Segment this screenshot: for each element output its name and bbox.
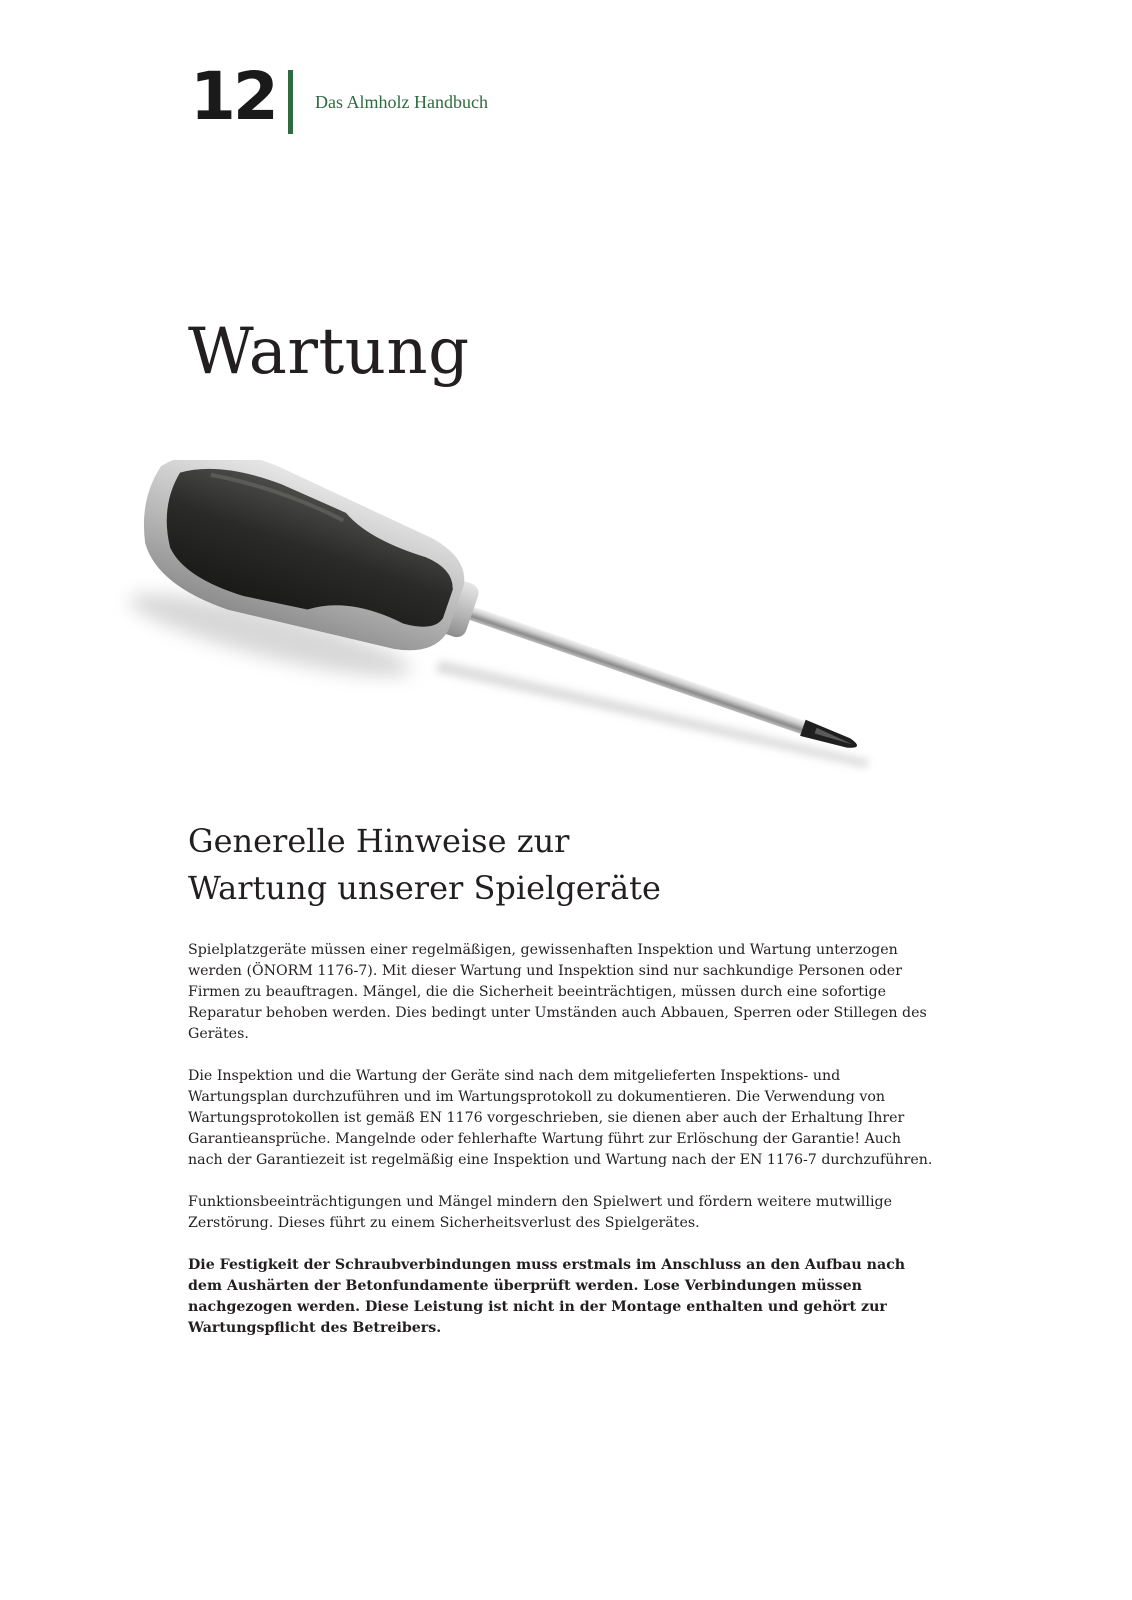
section-heading-line-1: Generelle Hinweise zur (188, 822, 570, 860)
paragraph: Die Inspektion und die Wartung der Geräte sind nach dem mitgelieferten Inspektions- und Wartungsplan durchzuführen und im Wartungsprotokoll zu dokumentieren. Die Verwendung von Wartungsprotokollen ist gemäß EN 1176 vorgeschrieben, sie dienen aber auch der Erhaltung Ihrer Garantieansprüche. Mangelnde oder fehlerhafte Wartung führt zur Erlöschung der Garantie! Auch nach der Garantiezeit ist regelmäßig eine Inspektion und Wartung nach der EN 1176-7 durchzuführen. (188, 1068, 933, 1168)
body-text (188, 940, 938, 1360)
book-title: Das Almholz Handbuch (315, 92, 488, 112)
screwdriver-photo (110, 460, 940, 800)
section-heading (188, 818, 661, 912)
header-divider (288, 70, 293, 134)
paragraph: Funktionsbeeinträchtigungen und Mängel mindern den Spielwert und fördern weitere mutwillige Zerstörung. Dieses führt zu einem Sicherheitsverlust des Spielgerätes. (188, 1194, 892, 1231)
section-heading-line-2: Wartung unserer Spielgeräte (188, 869, 661, 907)
chapter-title: Wartung (188, 315, 470, 389)
page-number: 12 (190, 58, 276, 135)
paragraph-bold: Die Festigkeit der Schraubverbindungen muss erstmals im Anschluss an den Aufbau nach dem Aushärten der Betonfundamente überprüft werden. Lose Verbindungen müssen nachgezogen werden. Diese Leistung ist nicht in der Montage enthalten und gehört zur Wartungspflicht des Betreibers. (188, 1257, 906, 1336)
paragraph: Spielplatzgeräte müssen einer regelmäßigen, gewissenhaften Inspektion und Wartung unterzogen werden (ÖNORM 1176-7). Mit dieser Wartung und Inspektion sind nur sachkundige Personen oder Firmen zu beauftragen. Mängel, die die Sicherheit beeinträchtigen, müssen durch eine sofortige Reparatur behoben werden. Dies bedingt unter Umständen auch Abbauen, Sperren oder Stillegen des Gerätes. (188, 942, 927, 1042)
